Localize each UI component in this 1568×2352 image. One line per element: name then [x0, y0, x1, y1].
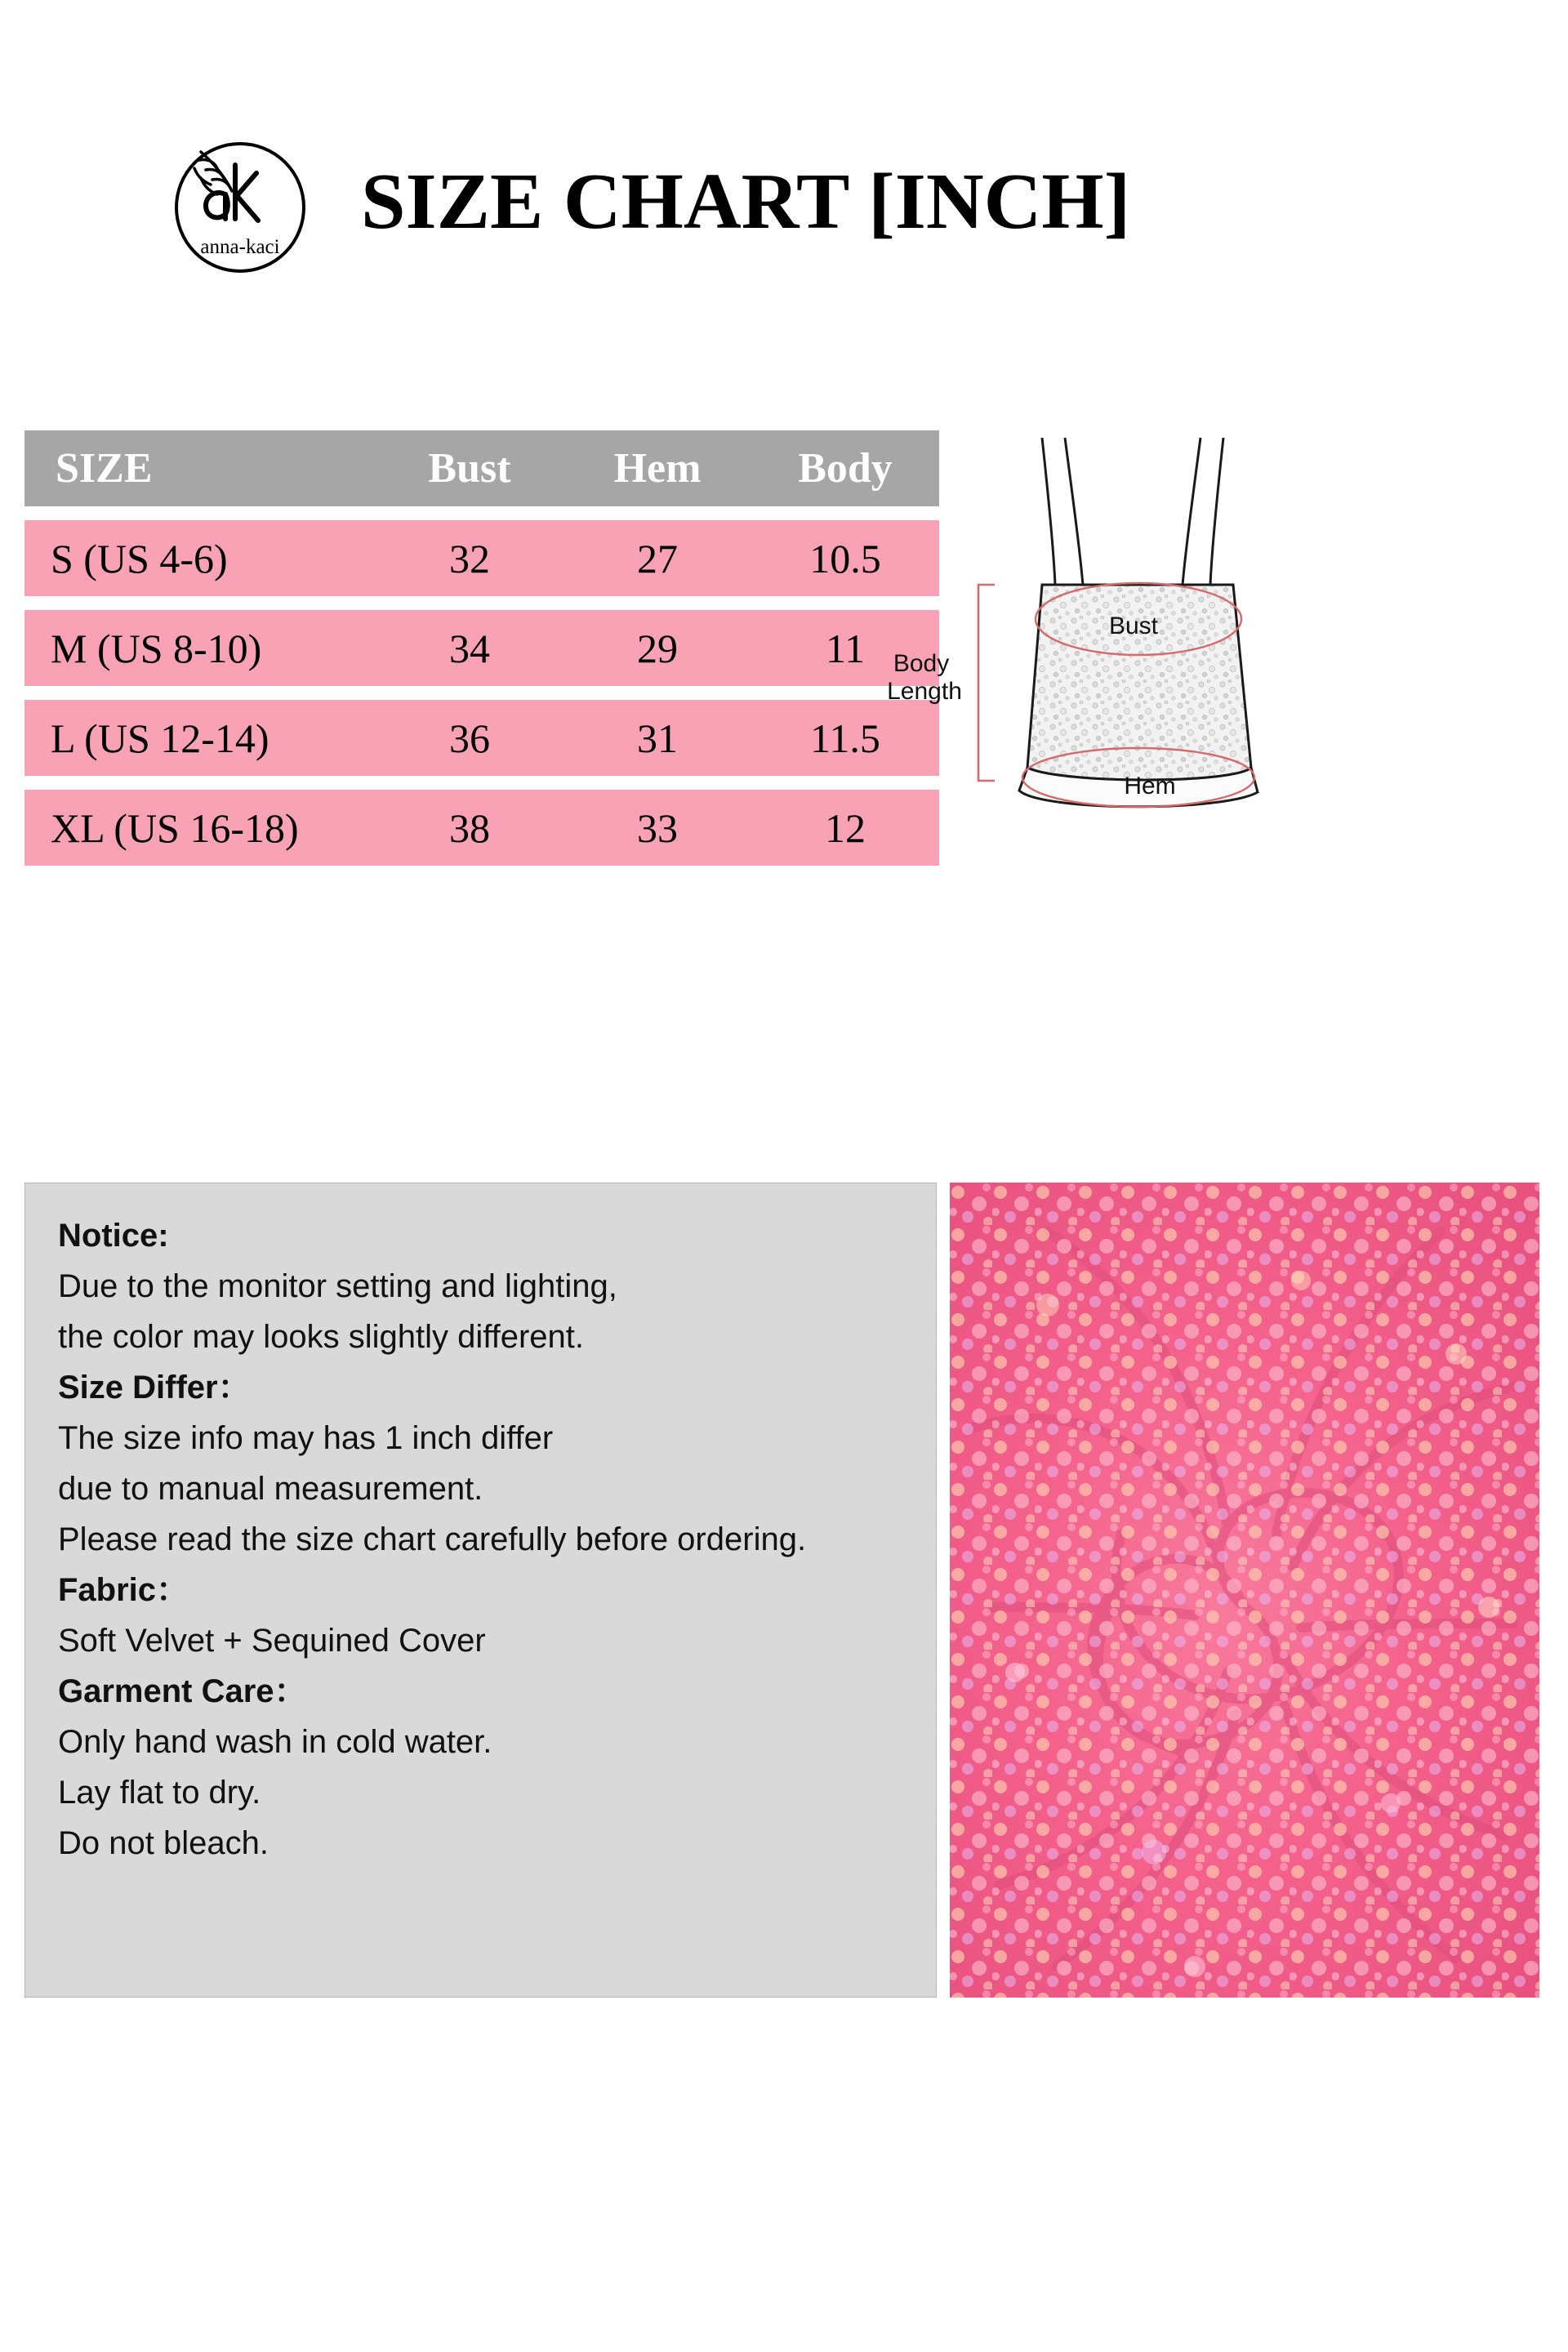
- column-header-body: Body: [751, 430, 939, 506]
- cell-body: 11.5: [751, 700, 939, 776]
- size-table-header: [24, 430, 939, 506]
- notice-line: due to manual measurement.: [58, 1471, 483, 1507]
- cell-size: L (US 12-14): [24, 700, 376, 776]
- notice-box: [24, 1183, 937, 1998]
- table-row: [24, 790, 939, 866]
- notice-heading-size-differ: Size Differ：: [58, 1370, 251, 1405]
- cell-hem: 29: [564, 610, 751, 686]
- body-length-label-line1: Body: [893, 650, 950, 677]
- cell-bust: 36: [376, 700, 564, 776]
- cell-bust: 34: [376, 610, 564, 686]
- cell-hem: 27: [564, 520, 751, 596]
- notice-line: Lay flat to dry.: [58, 1775, 261, 1811]
- notice-line: The size info may has 1 inch differ: [58, 1420, 554, 1456]
- notice-line: Do not bleach.: [58, 1825, 269, 1861]
- column-header-hem: Hem: [564, 430, 751, 506]
- brand-logo-icon: [147, 122, 333, 292]
- cell-body: 11: [751, 610, 939, 686]
- notice-line: Soft Velvet + Sequined Cover: [58, 1623, 486, 1659]
- notice-line: the color may looks slightly different.: [58, 1319, 585, 1355]
- notice-line: Only hand wash in cold water.: [58, 1724, 492, 1760]
- svg-text:anna-kaci: anna-kaci: [200, 236, 280, 258]
- cell-bust: 32: [376, 520, 564, 596]
- column-header-bust: Bust: [376, 430, 564, 506]
- cell-size: M (US 8-10): [24, 610, 376, 686]
- cell-hem: 33: [564, 790, 751, 866]
- page-title: SIZE CHART [INCH]: [361, 158, 1131, 246]
- notice-heading-fabric: Fabric：: [58, 1572, 189, 1608]
- notice-line: Please read the size chart carefully before ordering.: [58, 1521, 807, 1557]
- cell-size: S (US 4-6): [24, 520, 376, 596]
- table-row: [24, 610, 939, 686]
- cell-body: 12: [751, 790, 939, 866]
- table-row: [24, 520, 939, 596]
- body-length-label-line2: Length: [887, 678, 962, 705]
- cell-body: 10.5: [751, 520, 939, 596]
- size-table-body: [24, 520, 939, 866]
- size-table: [24, 416, 939, 880]
- cell-bust: 38: [376, 790, 564, 866]
- notice-heading-garment-care: Garment Care：: [58, 1673, 307, 1709]
- table-row: [24, 700, 939, 776]
- notice-line: Due to the monitor setting and lighting,: [58, 1268, 617, 1304]
- header: [147, 122, 1130, 292]
- cell-hem: 31: [564, 700, 751, 776]
- bust-label: Bust: [1108, 612, 1159, 639]
- cell-size: XL (US 16-18): [24, 790, 376, 866]
- table-header-row: [24, 430, 939, 506]
- hem-label: Hem: [1124, 773, 1176, 800]
- column-header-size: SIZE: [24, 430, 376, 506]
- fabric-swatch-image: [950, 1183, 1539, 1998]
- size-table-wrapper: [24, 416, 939, 880]
- garment-diagram: [887, 425, 1535, 1029]
- notice-heading-notice: Notice:: [58, 1218, 169, 1254]
